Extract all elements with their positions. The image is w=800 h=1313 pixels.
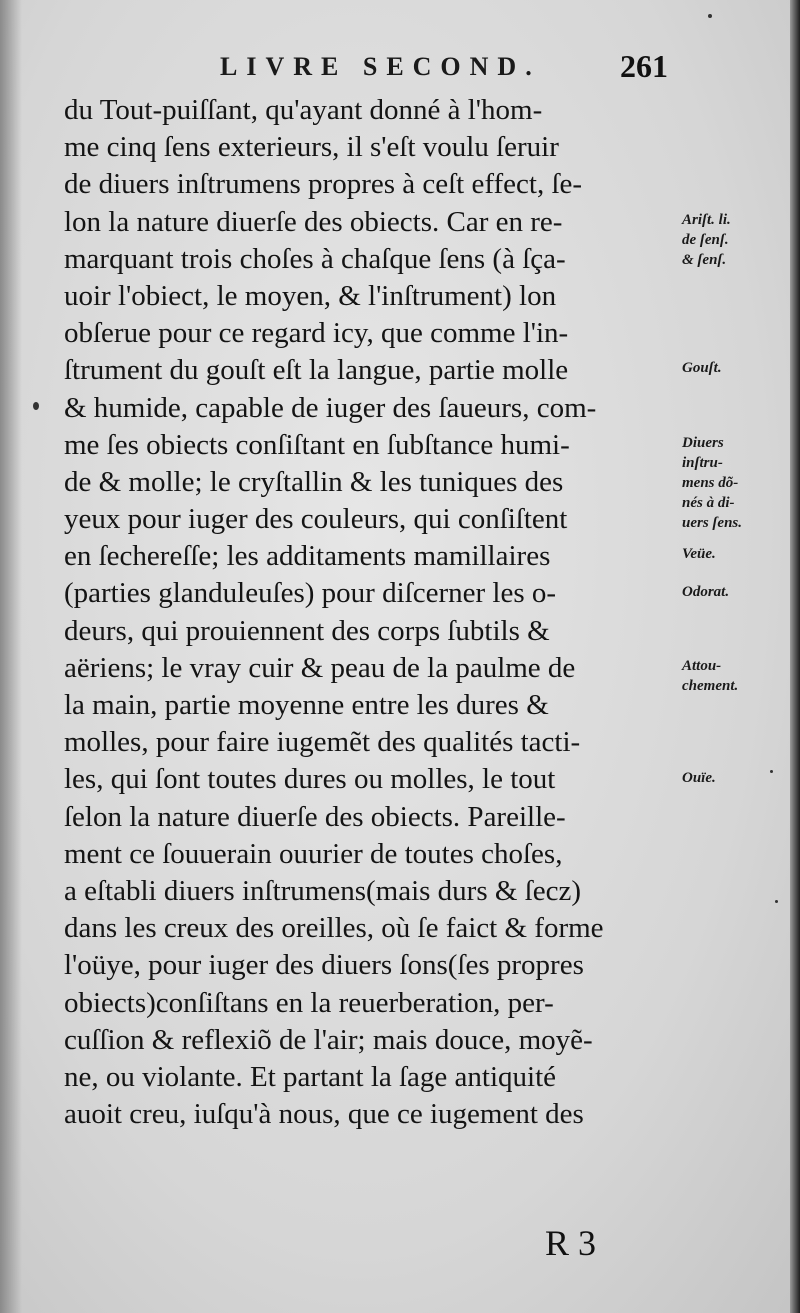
margin-note-line: Odorat.	[682, 583, 730, 600]
margin-note-line: inſtru-	[682, 454, 723, 471]
margin-note	[682, 433, 742, 533]
margin-note	[682, 544, 716, 564]
ink-speck	[708, 14, 712, 18]
margin-note-line: Ariſt. li.	[682, 211, 731, 228]
text-line: dans les creux des oreilles, où ſe faict & forme	[64, 912, 604, 945]
margin-note-line: mens dõ-	[682, 474, 739, 491]
text-line: les, qui ſont toutes dures ou molles, le tout	[64, 763, 556, 796]
text-line: uoir l'obiect, le moyen, & l'inſtrument) lon	[64, 279, 557, 312]
text-line: de diuers inſtrumens propres à ceſt effect, ſe-	[64, 168, 583, 201]
body-text	[64, 92, 694, 1133]
text-line: lon la nature diuerſe des obiects. Car en re-	[64, 205, 563, 238]
text-line: a eſtabli diuers inſtrumens(mais durs & ſecz)	[64, 874, 582, 907]
signature-mark: R 3	[545, 1223, 597, 1263]
margin-note-line: Veüe.	[682, 546, 716, 563]
text-line: cuſſion & reflexiõ de l'air; mais douce, moyẽ-	[64, 1023, 593, 1056]
text-line: molles, pour faire iugemẽt des qualités tacti-	[64, 726, 581, 759]
margin-note-line: nés à di-	[682, 494, 735, 511]
margin-note-line: Attou-	[682, 658, 722, 674]
text-line: (parties glanduleuſes) pour diſcerner les o-	[64, 577, 557, 610]
margin-note-line: & ſenſ.	[682, 251, 727, 268]
margin-note	[682, 768, 716, 788]
text-line: & humide, capable de iuger des ſaueurs, com-	[64, 391, 597, 424]
running-head: LIVRE SECOND.	[220, 52, 541, 81]
ink-speck	[770, 770, 773, 773]
text-line: ment ce ſouuerain ouurier de toutes choſes,	[64, 837, 563, 870]
text-line: obſerue pour ce regard icy, que comme l'in-	[64, 317, 569, 350]
page-number: 261	[620, 48, 668, 84]
text-line: marquant trois choſes à chaſque ſens (à ſça-	[64, 242, 566, 275]
text-line: me cinq ſens exterieurs, il s'eſt voulu ſeruir	[64, 131, 559, 164]
margin-note-line: Diuers	[682, 434, 724, 451]
text-line: deurs, qui prouiennent des corps ſubtils &	[64, 614, 550, 647]
text-line: ſelon la nature diuerſe des obiects. Pareille-	[64, 800, 566, 833]
text-line: obiects)conſiſtans en la reuerberation, per-	[64, 986, 554, 1019]
text-line: la main, partie moyenne entre les dures &	[64, 689, 549, 721]
margin-note	[682, 210, 731, 270]
text-line: aëriens; le vray cuir & peau de la paulme de	[64, 651, 576, 684]
text-line: yeux pour iuger des couleurs, qui conſiſtent	[64, 503, 568, 536]
text-line: de & molle; le cryſtallin & les tuniques des	[64, 465, 564, 498]
text-line: ſtrument du gouſt eſt la langue, partie molle	[64, 354, 569, 387]
gutter-shadow	[0, 0, 22, 1313]
margin-note-line: chement.	[682, 678, 739, 694]
margin-note	[682, 656, 738, 696]
text-line: me ſes obiects conſiſtant en ſubſtance humi-	[64, 428, 570, 461]
ink-speck	[775, 900, 778, 903]
text-line: en ſechereſſe; les additaments mamillaires	[64, 540, 551, 573]
ink-speck	[33, 402, 39, 410]
text-line: auoit creu, iuſqu'à nous, que ce iugement des	[64, 1098, 584, 1131]
text-line: l'oüye, pour iuger des diuers ſons(ſes propres	[64, 949, 584, 982]
text-line: du Tout-puiſſant, qu'ayant donné à l'hom-	[64, 94, 543, 126]
margin-note-line: uers ſens.	[682, 514, 743, 531]
text-line: ne, ou violante. Et partant la ſage antiquité	[64, 1060, 557, 1093]
margin-note	[682, 358, 722, 378]
margin-note	[682, 582, 729, 602]
margin-note-line: Gouſt.	[682, 360, 722, 377]
margin-note-line: de ſenſ.	[682, 231, 729, 248]
page-edge	[790, 0, 800, 1313]
margin-note-line: Ouïe.	[682, 769, 716, 786]
